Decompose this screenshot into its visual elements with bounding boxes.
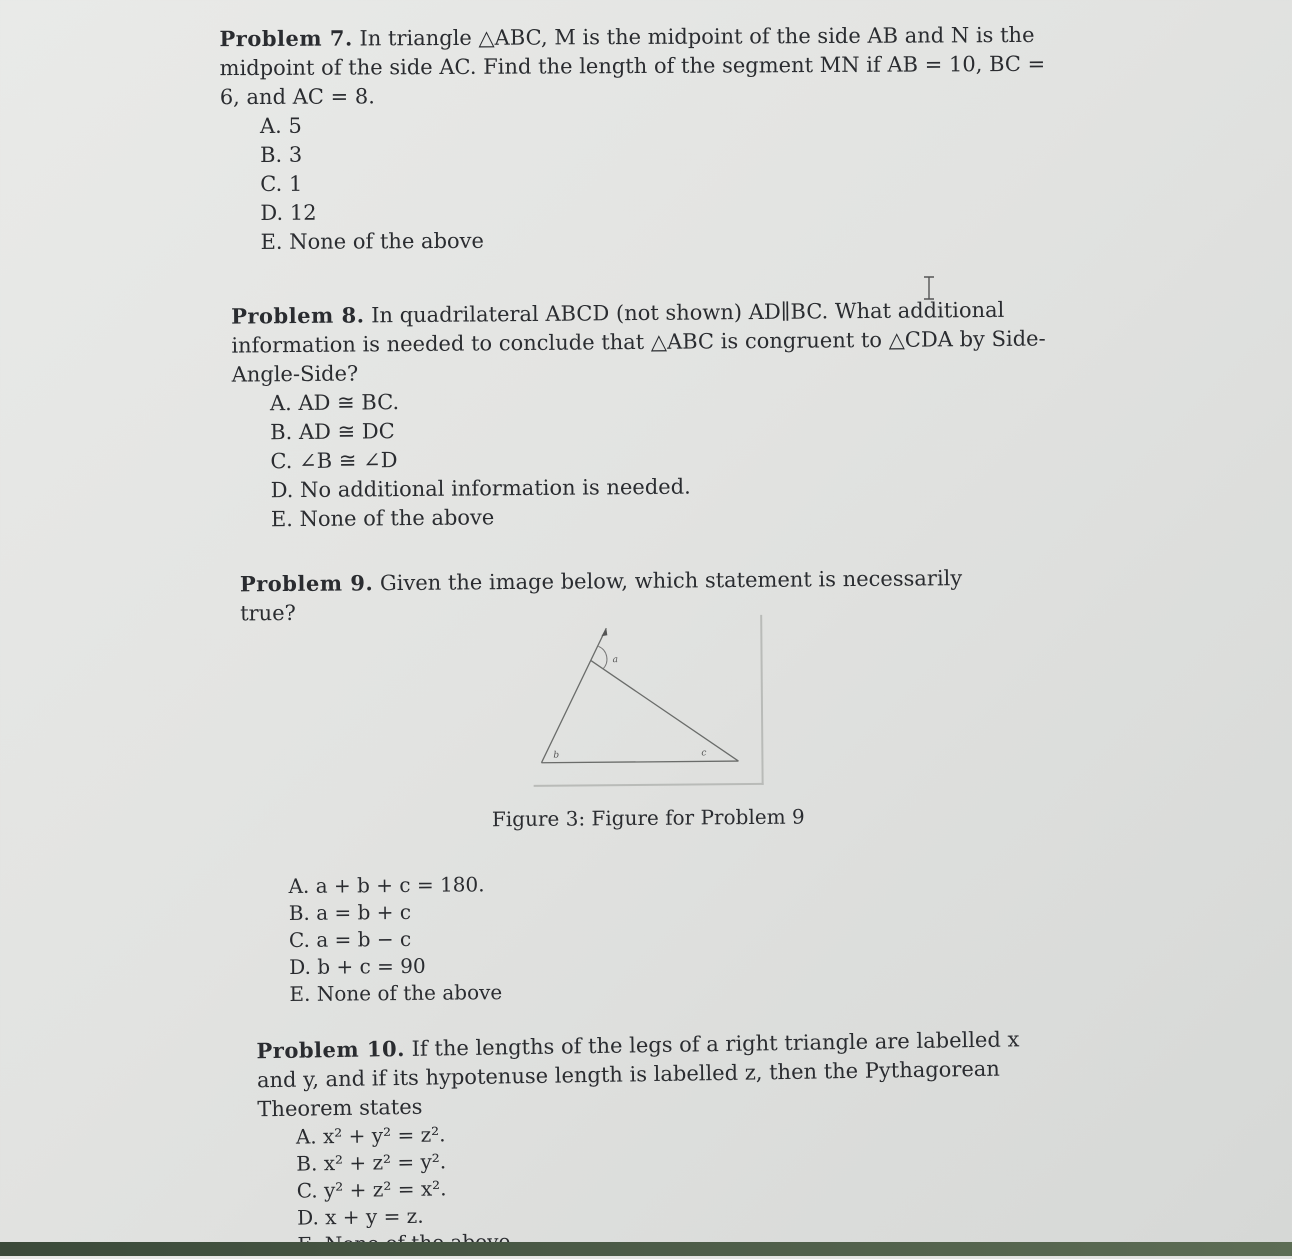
angle-label-a: a	[612, 655, 618, 666]
problem-8	[231, 294, 1053, 534]
choice-10c: C. y² + z² = x².	[296, 1176, 447, 1203]
text-cursor-icon	[922, 276, 936, 300]
problem-7-stem	[219, 20, 1049, 112]
problem-10-label: Problem 10.	[256, 1035, 406, 1064]
triangle-left-side-ray	[540, 628, 607, 763]
choice-9b: B. a = b + c	[288, 899, 412, 925]
choice-8d: D. No additional information is needed.	[270, 474, 691, 503]
choice-9a: A. a + b + c = 180.	[288, 872, 485, 898]
problem-10-text: If the lengths of the legs of a right triangle are labelled x and y, and if its hypotenuse length is labelled z, then the Pythagorean Theorem states	[256, 1027, 1020, 1122]
choice-9c: C. a = b − c	[288, 926, 412, 952]
problem-8-text: In quadrilateral ABCD (not shown) AD∥BC. What additional information is needed to conclude that △ABC is congruent to △CDA by Side-Angle-Side?	[231, 297, 1046, 387]
choice-8a: A. AD ≅ BC.	[269, 390, 400, 416]
problem-7-label: Problem 7.	[219, 25, 353, 52]
problem-7-text: In triangle △ABC, M is the midpoint of the side AB and N is the midpoint of the side AC. Find the length of the segment MN if AB = 10, BC = 6, and AC = 8.	[219, 22, 1046, 110]
problem-7-choices	[260, 108, 1051, 257]
problem-8-stem	[231, 294, 1052, 389]
choice-8c: C. ∠B ≅ ∠D	[270, 448, 398, 474]
triangle-diagram	[532, 615, 761, 785]
choice-7d: D. 12	[260, 200, 317, 225]
problem-9-figure	[532, 615, 763, 787]
problem-9-text: Given the image below, which statement is necessarily true?	[240, 566, 963, 626]
angle-label-b: b	[553, 750, 560, 761]
choice-10b: B. x² + z² = y².	[296, 1149, 447, 1176]
problem-8-label: Problem 8.	[231, 302, 365, 329]
problem-9	[239, 563, 1020, 1006]
problem-8-choices	[270, 382, 1053, 534]
choice-10a: A. x² + y² = z².	[295, 1122, 446, 1149]
choice-8e: E. None of the above	[270, 505, 495, 532]
choice-7c: C. 1	[260, 171, 303, 196]
problem-7	[219, 20, 1050, 257]
ray-arrowhead	[601, 628, 607, 636]
monitor-bezel-edge	[0, 1242, 1292, 1256]
triangle-base	[541, 761, 738, 763]
problem-10-choices	[296, 1112, 1060, 1259]
figure-caption: Figure 3: Figure for Problem 9	[491, 804, 805, 832]
choice-7b: B. 3	[260, 142, 303, 167]
problem-9-choices	[288, 870, 689, 1008]
choice-9d: D. b + c = 90	[289, 953, 426, 979]
choice-7a: A. 5	[259, 113, 302, 138]
choice-8b: B. AD ≅ DC	[270, 419, 395, 445]
choice-9e: E. None of the above	[289, 980, 503, 1006]
choice-7e: E. None of the above	[260, 228, 484, 254]
angle-label-c: c	[701, 748, 707, 759]
problem-9-label: Problem 9.	[239, 570, 374, 597]
choice-10d: D. x + y = z.	[296, 1203, 424, 1230]
problem-10-stem	[256, 1024, 1057, 1125]
problem-10	[256, 1024, 1059, 1259]
triangle-hypotenuse	[591, 659, 739, 762]
